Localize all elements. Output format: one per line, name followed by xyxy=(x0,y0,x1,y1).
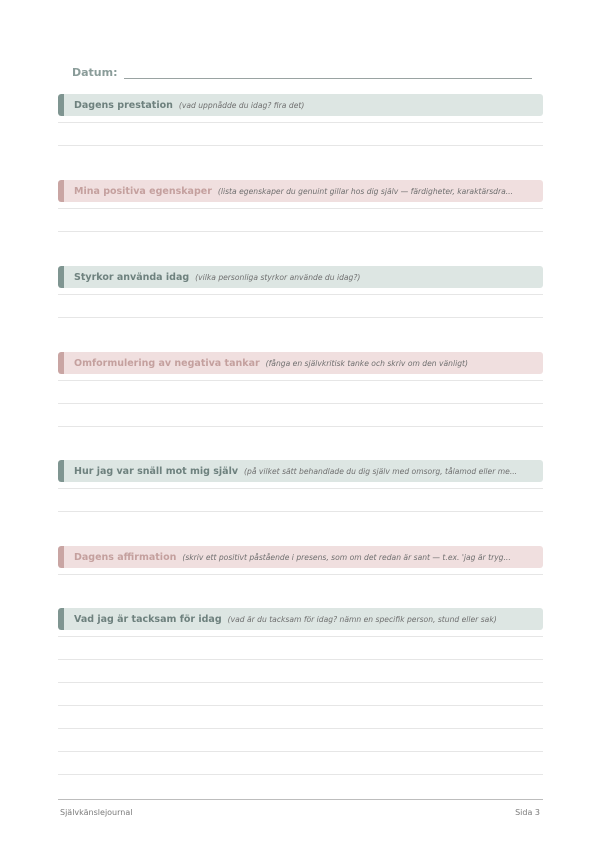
section-title: Styrkor använda idag xyxy=(74,271,190,283)
section-title: Hur jag var snäll mot mig själv xyxy=(74,465,239,477)
section-title: Dagens affirmation xyxy=(74,551,177,563)
section-title: Vad jag är tacksam för idag xyxy=(74,613,222,625)
section-header xyxy=(58,180,543,202)
section-title: Omformulering av negativa tankar xyxy=(74,357,260,369)
accent-bar xyxy=(58,460,64,482)
writing-line[interactable] xyxy=(58,774,543,775)
accent-bar xyxy=(58,546,64,568)
date-label: Datum: xyxy=(72,66,118,79)
section-header xyxy=(58,460,543,482)
accent-bar xyxy=(58,608,64,630)
footer-divider xyxy=(58,799,543,800)
section-strengths xyxy=(58,266,543,288)
section-title: Mina positiva egenskaper xyxy=(74,185,212,197)
writing-line[interactable] xyxy=(58,574,543,575)
writing-line[interactable] xyxy=(58,636,543,637)
writing-line[interactable] xyxy=(58,122,543,123)
section-header xyxy=(58,352,543,374)
writing-line[interactable] xyxy=(58,208,543,209)
section-header xyxy=(58,608,543,630)
accent-bar xyxy=(58,266,64,288)
footer-page-number: Sida 3 xyxy=(515,808,540,817)
accent-bar xyxy=(58,180,64,202)
accent-bar xyxy=(58,94,64,116)
date-row xyxy=(72,62,532,80)
writing-line[interactable] xyxy=(58,488,543,489)
writing-line[interactable] xyxy=(58,751,543,752)
section-gratitude xyxy=(58,608,543,630)
writing-line[interactable] xyxy=(58,317,543,318)
section-hint: (vilka personliga styrkor använde du idag?) xyxy=(195,272,361,282)
section-hint: (vad är du tacksam för idag? nämn en specifik person, stund eller sak) xyxy=(227,614,497,624)
writing-line[interactable] xyxy=(58,231,543,232)
writing-line[interactable] xyxy=(58,511,543,512)
section-header xyxy=(58,94,543,116)
section-hint: (skriv ett positivt påstående i presens, som om det redan är sant — t.ex. 'jag är tryg... xyxy=(182,552,511,562)
section-title: Dagens prestation xyxy=(74,99,173,111)
section-reframing xyxy=(58,352,543,374)
section-positive-traits xyxy=(58,180,543,202)
writing-line[interactable] xyxy=(58,659,543,660)
writing-line[interactable] xyxy=(58,728,543,729)
section-hint: (lista egenskaper du genuint gillar hos dig själv — färdigheter, karaktärsdra... xyxy=(217,186,514,196)
writing-line[interactable] xyxy=(58,380,543,381)
section-achievement xyxy=(58,94,543,116)
writing-line[interactable] xyxy=(58,705,543,706)
section-hint: (fånga en självkritisk tanke och skriv om den vänligt) xyxy=(265,358,468,368)
writing-line[interactable] xyxy=(58,403,543,404)
footer-journal-title: Självkänslejournal xyxy=(60,808,133,817)
date-input-line[interactable] xyxy=(124,78,532,79)
section-header xyxy=(58,546,543,568)
section-hint: (på vilket sätt behandlade du dig själv med omsorg, tålamod eller me... xyxy=(244,466,518,476)
accent-bar xyxy=(58,352,64,374)
section-affirmation xyxy=(58,546,543,568)
writing-line[interactable] xyxy=(58,145,543,146)
section-hint: (vad uppnådde du idag? fira det) xyxy=(178,100,305,110)
writing-line[interactable] xyxy=(58,682,543,683)
section-header xyxy=(58,266,543,288)
section-self-kindness xyxy=(58,460,543,482)
writing-line[interactable] xyxy=(58,294,543,295)
writing-line[interactable] xyxy=(58,426,543,427)
